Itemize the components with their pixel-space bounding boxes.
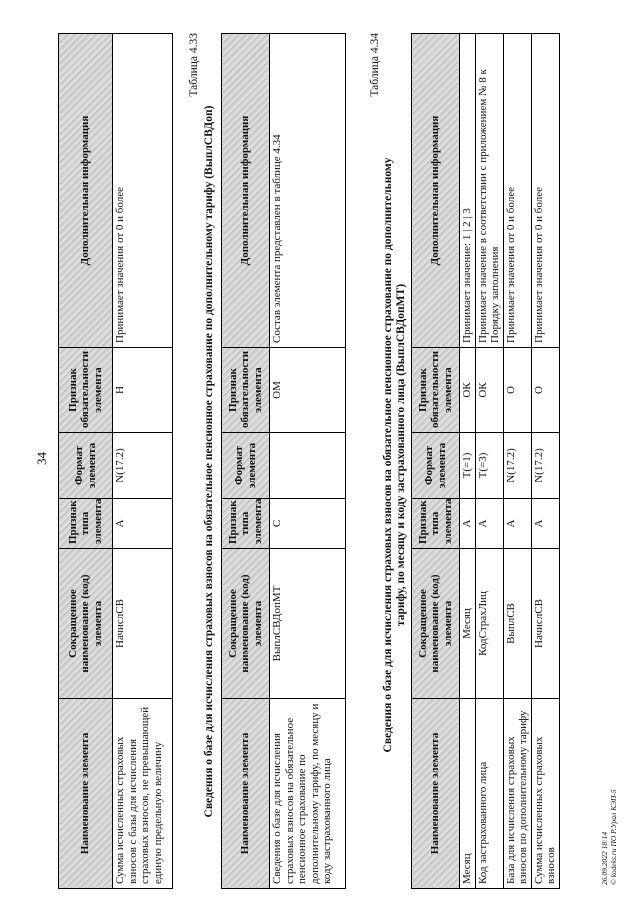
table-continued bbox=[58, 33, 173, 889]
col-header-required: Признак обязательности элемента bbox=[222, 348, 270, 433]
cell-info: Принимает значение в соответствии с приложением № 8 к Порядку заполнения bbox=[475, 34, 503, 348]
cell-code: ВыплСВ bbox=[503, 549, 531, 699]
col-header-info: Дополнительная информация bbox=[412, 34, 460, 348]
table-4-34-title: Сведения о базе для исчисления страховых взносов на обязательное пенсионное страхование по дополнительному тарифу, по месяцу и коду застрахованного лица (ВыплСВДопМТ) bbox=[382, 157, 407, 753]
cell-name: Сведения о базе для исчисления страховых взносов на обязательное пенсионное страхование по дополнительному тарифу, по месяцу и коду застрахованного лица bbox=[270, 699, 346, 889]
cell-info: Состав элемента представлен в таблице 4.34 bbox=[270, 34, 346, 348]
col-header-type: Признак типа элемента bbox=[59, 499, 113, 549]
cell-required: О bbox=[503, 348, 531, 433]
cell-name: Месяц bbox=[460, 699, 476, 889]
cell-format: Т(=1) bbox=[460, 433, 476, 499]
cell-code: КодСтрахЛиц bbox=[475, 549, 503, 699]
col-header-format: Формат элемента bbox=[412, 433, 460, 499]
cell-type: С bbox=[270, 499, 346, 549]
table-4-33 bbox=[221, 33, 346, 889]
cell-type: А bbox=[503, 499, 531, 549]
col-header-format: Формат элемента bbox=[59, 433, 113, 499]
cell-format: Т(=3) bbox=[475, 433, 503, 499]
col-header-short-name: Сокращенное наименование (код) элемента bbox=[412, 549, 460, 699]
cell-type: А bbox=[475, 499, 503, 549]
cell-format: N(17.2) bbox=[503, 433, 531, 499]
col-header-name: Наименование элемента bbox=[59, 699, 113, 889]
cell-format: N(17.2) bbox=[531, 433, 559, 499]
cell-required: Н bbox=[113, 348, 173, 433]
table-row bbox=[460, 34, 476, 889]
table-row bbox=[113, 34, 173, 889]
footer-stamp bbox=[600, 789, 618, 885]
cell-code: Месяц bbox=[460, 549, 476, 699]
cell-required: ОМ bbox=[270, 348, 346, 433]
cell-code: НачислСВ bbox=[113, 549, 173, 699]
table-row bbox=[475, 34, 503, 889]
cell-info: Принимает значения от 0 и более bbox=[113, 34, 173, 348]
cell-type: А bbox=[531, 499, 559, 549]
col-header-required: Признак обязательности элемента bbox=[59, 348, 113, 433]
cell-code: НачислСВ bbox=[531, 549, 559, 699]
col-header-type: Признак типа элемента bbox=[222, 499, 270, 549]
table-row bbox=[531, 34, 559, 889]
col-header-name: Наименование элемента bbox=[412, 699, 460, 889]
cell-info: Принимает значения от 0 и более bbox=[531, 34, 559, 348]
cell-format bbox=[270, 433, 346, 499]
col-header-short-name: Сокращенное наименование (код) элемента bbox=[222, 549, 270, 699]
cell-name: База для исчисления страховых взносов по дополнительному тарифу bbox=[503, 699, 531, 889]
footer-timestamp: 26.09.2022 18:14 bbox=[600, 831, 609, 885]
col-header-format: Формат элемента bbox=[222, 433, 270, 499]
cell-name: Сумма исчисленных страховых взносов с базы для исчисления страховых взносов, не превышающей единую предельную величину bbox=[113, 699, 173, 889]
table-row bbox=[503, 34, 531, 889]
cell-info: Принимает значение: 1 | 2 | 3 bbox=[460, 34, 476, 348]
cell-required: ОК bbox=[475, 348, 503, 433]
cell-name: Код застрахованного лица bbox=[475, 699, 503, 889]
cell-type: А bbox=[460, 499, 476, 549]
footer-source: © kodeks.ru ПО Р.Урал КЭП-5 bbox=[609, 789, 618, 885]
cell-type: А bbox=[113, 499, 173, 549]
table-4-34 bbox=[411, 33, 560, 889]
col-header-info: Дополнительная информация bbox=[59, 34, 113, 348]
cell-name: Сумма исчисленных страховых взносов bbox=[531, 699, 559, 889]
col-header-short-name: Сокращенное наименование (код) элемента bbox=[59, 549, 113, 699]
col-header-type: Признак типа элемента bbox=[412, 499, 460, 549]
cell-required: ОК bbox=[460, 348, 476, 433]
table-row bbox=[270, 34, 346, 889]
cell-format: N(17.2) bbox=[113, 433, 173, 499]
col-header-name: Наименование элемента bbox=[222, 699, 270, 889]
table-4-34-label: Таблица 4.34 bbox=[369, 33, 381, 97]
table-4-33-title: Сведения о базе для исчисления страховых взносов на обязательное пенсионное страхование по дополнительному тарифу (ВыплСВДоп) bbox=[203, 105, 215, 818]
col-header-info: Дополнительная информация bbox=[222, 34, 270, 348]
page-number: 34 bbox=[34, 452, 49, 465]
cell-code: ВыплСВДопМТ bbox=[270, 549, 346, 699]
cell-info: Принимает значения от 0 и более bbox=[503, 34, 531, 348]
col-header-required: Признак обязательности элемента bbox=[412, 348, 460, 433]
table-4-33-label: Таблица 4.33 bbox=[188, 33, 200, 97]
cell-required: О bbox=[531, 348, 559, 433]
